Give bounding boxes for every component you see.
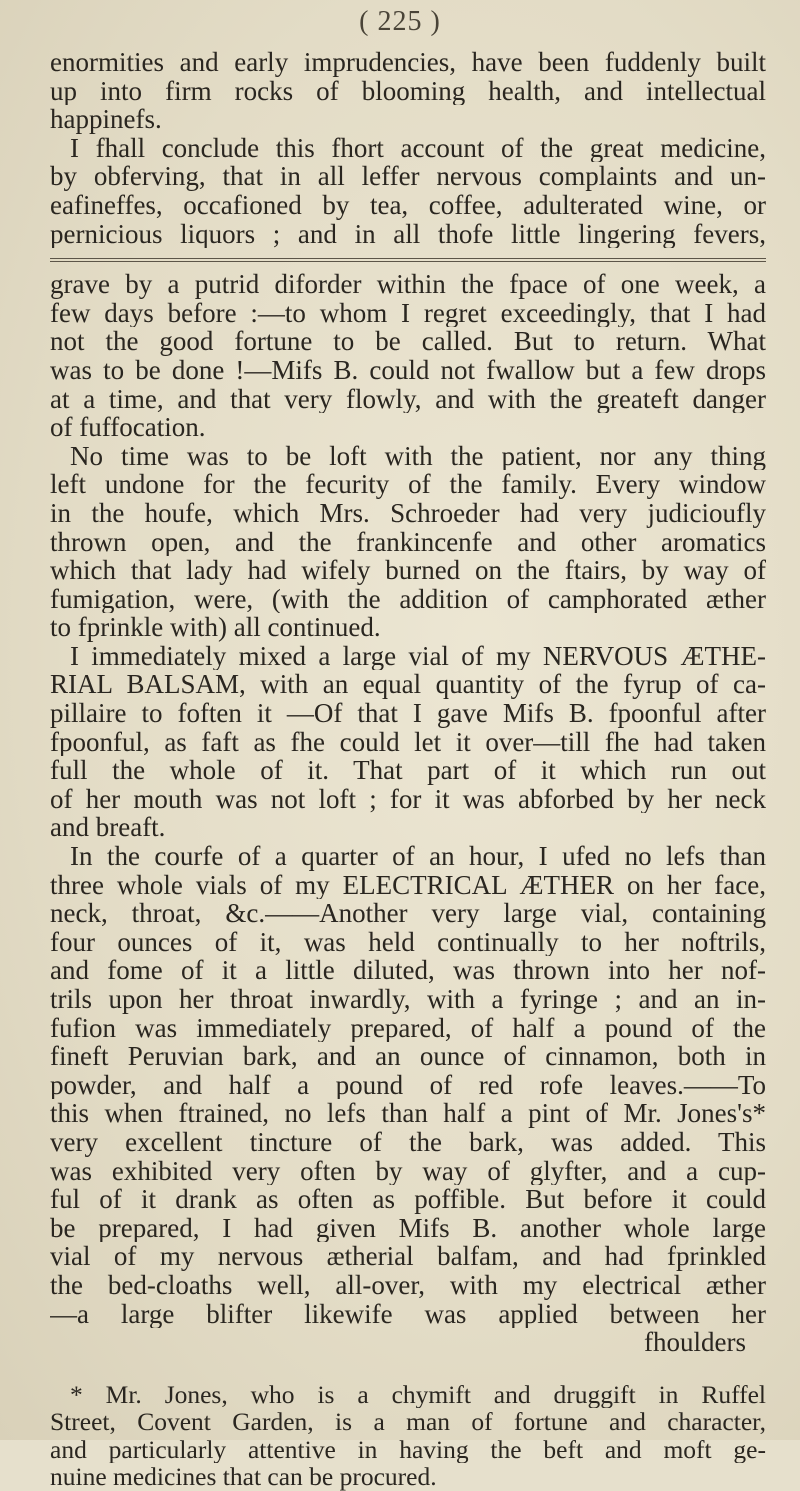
text-line: full the whole of it. That part of it which run out: [50, 756, 766, 785]
text-line: left undone for the fecurity of the family. Every window: [50, 470, 766, 499]
text-line: happinefs.: [50, 105, 162, 134]
text-line: I immediately mixed a large vial of my NERVOUS ÆTHE-: [70, 641, 766, 671]
text-line: of her mouth was not loft ; for it was abforbed by her neck: [50, 784, 766, 814]
text-line: pillaire to foften it —Of that I gave Mifs B. fpoonful after: [50, 699, 766, 728]
text-line: fineft Peruvian bark, and an ounce of cinnamon, both in: [50, 1042, 766, 1071]
text-line: not the good fortune to be called. But to return. What: [50, 327, 766, 356]
footnote-line: nuine medicines that can be procured.: [50, 1463, 437, 1491]
text-line: ful of it drank as often as poffible. But before it could: [50, 1185, 766, 1214]
footnote-line: Street, Covent Garden, is a man of fortune and character,: [50, 1408, 766, 1436]
text-line: enormities and early imprudencies, have been fuddenly built: [50, 48, 766, 77]
text-line: In the courfe of a quarter of an hour, I ufed no lefs than: [70, 842, 766, 871]
text-line: and breaft.: [50, 813, 166, 843]
text-line: fumigation, were, (with the addition of camphorated æther: [50, 584, 766, 614]
text-line: No time was to be loft with the patient, nor any thing: [70, 441, 766, 471]
text-line: eafineffes, occafioned by tea, coffee, adulterated wine, or: [50, 190, 766, 220]
text-line: four ounces of it, was held continually to her noftrils,: [50, 927, 766, 957]
text-line: which that lady had wifely burned on the ftairs, by way of: [50, 556, 766, 585]
text-line: three whole vials of my ELECTRICAL ÆTHER on her face,: [50, 870, 766, 900]
text-line: trils upon her throat inwardly, with a fyringe ; and an in-: [50, 985, 766, 1014]
text-line: the bed-cloaths well, all-over, with my electrical æther: [50, 1270, 766, 1300]
text-line: thrown open, and the frankincenfe and other aromatics: [50, 527, 766, 557]
footnote-line: * Mr. Jones, who is a chymift and druggift in Ruffel: [70, 1380, 766, 1409]
text-line: up into firm rocks of blooming health, and intellectual: [50, 76, 766, 106]
main-text: [50, 48, 766, 1491]
text-line: by obferving, that in all leffer nervous complaints and un-: [50, 162, 766, 191]
text-line: fufion was immediately prepared, of half a pound of the: [50, 1013, 766, 1043]
text-line: neck, throat, &c.——Another very large vial, containing: [50, 899, 766, 928]
footnote-gap: [50, 1357, 766, 1381]
footnote-line: and particularly attentive in having the beft and moft ge-: [50, 1435, 766, 1464]
footnote: [50, 1381, 766, 1491]
text-line: —a large blifter likewife was applied between her: [50, 1299, 766, 1329]
text-line: grave by a putrid diforder within the fpace of one week, a: [50, 270, 766, 299]
text-line: powder, and half a pound of red rofe leaves.——To: [50, 1070, 766, 1100]
text-line: was exhibited very often by way of glyfter, and a cup-: [50, 1156, 766, 1186]
text-line: I fhall conclude this fhort account of the great medicine,: [70, 133, 766, 163]
text-line: few days before :—to whom I regret exceedingly, that I had: [50, 298, 766, 328]
section-rule: [50, 258, 766, 262]
text-line: at a time, and that very flowly, and with the greateft danger: [50, 384, 766, 414]
text-line: pernicious liquors ; and in all thofe little lingering fevers,: [50, 219, 766, 249]
text-line: to fprinkle with) all continued.: [50, 613, 381, 642]
page-number: ( 225 ): [359, 6, 441, 37]
text-line: in the houfe, which Mrs. Schroeder had very judicioufly: [50, 498, 766, 528]
catchword: fhoulders: [644, 1328, 746, 1357]
text-line: fpoonful, as faft as fhe could let it over—till fhe had taken: [50, 727, 766, 757]
text-line: vial of my nervous ætherial balfam, and had fprinkled: [50, 1242, 766, 1271]
text-line: and fome of it a little diluted, was thrown into her nof-: [50, 956, 766, 985]
text-line: RIAL BALSAM, with an equal quantity of the fyrup of ca-: [50, 670, 766, 700]
text-line: this when ftrained, no lefs than half a pint of Mr. Jones's*: [50, 1099, 766, 1128]
text-line: was to be done !—Mifs B. could not fwallow but a few drops: [50, 355, 766, 385]
text-line: very excellent tincture of the bark, was added. This: [50, 1127, 766, 1157]
text-line: be prepared, I had given Mifs B. another whole large: [50, 1213, 766, 1243]
text-line: of fuffocation.: [50, 413, 206, 442]
